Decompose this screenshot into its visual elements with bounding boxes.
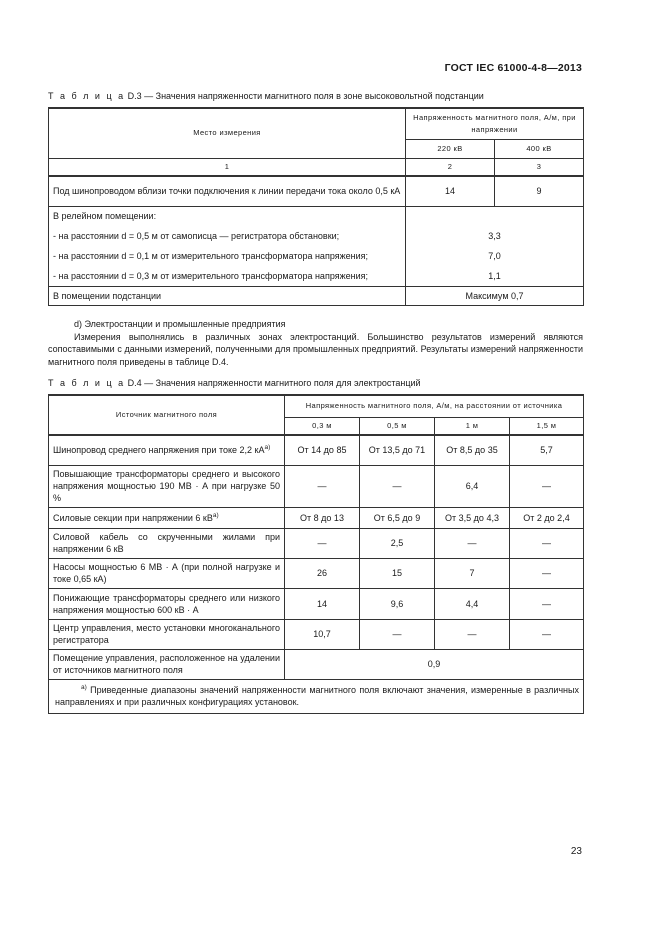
d4-cell-v1: 10,7: [285, 619, 360, 649]
table-footnote-row: [49, 679, 584, 713]
d3-header-place: Место измерения: [49, 108, 406, 158]
d3-cell-place: - на расстоянии d = 0,5 м от самописца — регистратора обстановки;: [49, 226, 406, 246]
d4-cell-v4: —: [510, 465, 584, 507]
d4-header-d2: 0,5 м: [360, 417, 435, 435]
d4-cell-v4: —: [510, 528, 584, 558]
d3-cell-place: В релейном помещении:: [49, 206, 406, 226]
d3-cell-place: - на расстоянии d = 0,1 м от измерительного трансформатора напряжения;: [49, 246, 406, 266]
d3-num-3: 3: [495, 158, 584, 176]
d4-cell-source: Понижающие трансформаторы среднего или низкого напряжения мощностью 600 кВ · А: [49, 588, 285, 619]
d3-cell-value: Максимум 0,7: [406, 286, 584, 305]
d4-cell-v2: —: [360, 619, 435, 649]
d4-cell-v2: —: [360, 465, 435, 507]
d4-cell-v3: —: [435, 528, 510, 558]
table-row: [49, 206, 584, 226]
d4-header-source: Источник магнитного поля: [49, 395, 285, 435]
d4-cell-v3: От 8,5 до 35: [435, 435, 510, 465]
d3-cell-place: В помещении подстанции: [49, 286, 406, 305]
d4-cell-v2: 15: [360, 558, 435, 588]
footnote-mark: а): [81, 684, 87, 691]
d4-cell-v4: —: [510, 619, 584, 649]
d4-cell-merged: 0,9: [285, 649, 584, 679]
d4-cell-v3: 7: [435, 558, 510, 588]
d4-cell-v2: От 6,5 до 9: [360, 507, 435, 528]
d4-cell-source: Насосы мощностью 6 МВ · А (при полной нагрузке и токе 0,65 кА): [49, 558, 285, 588]
d4-cell-v1: 14: [285, 588, 360, 619]
footnote-text: Приведенные диапазоны значений напряженности магнитного поля включают значения, измеренные в различных направлениях и при различных конфигурациях установок.: [55, 685, 579, 707]
d3-header-400: 400 кВ: [495, 139, 584, 158]
table-row: [49, 435, 584, 465]
table-d3-title: D.3 — Значения напряженности магнитного поля в зоне высоковольтной подстанции: [127, 91, 484, 101]
table-d4: [48, 394, 584, 714]
table-row: [49, 649, 584, 679]
d3-cell-value: 1,1: [406, 266, 584, 286]
d4-cell-v3: —: [435, 619, 510, 649]
d4-cell-v2: От 13,5 до 71: [360, 435, 435, 465]
table-row: [49, 246, 584, 266]
d4-cell-source: Помещение управления, расположенное на удалении от источников магнитного поля: [49, 649, 285, 679]
d4-cell-v3: 6,4: [435, 465, 510, 507]
table-d4-label: Т а б л и ц а: [48, 378, 126, 388]
table-row: [49, 619, 584, 649]
page-number: 23: [570, 846, 582, 857]
d3-header-220: 220 кВ: [406, 139, 495, 158]
table-d3-label: Т а б л и ц а: [48, 91, 126, 101]
d3-cell-value: 3,3: [406, 226, 584, 246]
table-row: [49, 588, 584, 619]
d3-header-group: Напряженность магнитного поля, А/м, при напряжении: [406, 108, 584, 139]
d4-header-d1: 0,3 м: [285, 417, 360, 435]
d4-cell-v1: От 14 до 85: [285, 435, 360, 465]
d4-cell-source: Повышающие трансформаторы среднего и высокого напряжения мощностью 190 МВ · А при нагрузке 50 %: [49, 465, 285, 507]
d4-cell-v1: 26: [285, 558, 360, 588]
d4-cell-v2: 9,6: [360, 588, 435, 619]
d4-cell-source: Силовой кабель со скрученными жилами при напряжении 6 кВ: [49, 528, 285, 558]
d4-cell-v4: —: [510, 588, 584, 619]
d3-num-2: 2: [406, 158, 495, 176]
d4-cell-source: Центр управления, место установки многоканального регистратора: [49, 619, 285, 649]
section-d: [48, 318, 583, 368]
d4-cell-v4: 5,7: [510, 435, 584, 465]
table-d4-caption: [48, 378, 421, 388]
table-row: [49, 176, 584, 206]
d3-cell-value: 7,0: [406, 246, 584, 266]
table-footnote: [49, 679, 584, 713]
d4-header-d4: 1,5 м: [510, 417, 584, 435]
d3-cell-220: 14: [406, 176, 495, 206]
d3-cell-400: 9: [495, 176, 584, 206]
table-row: [49, 286, 584, 305]
d3-cell-place: - на расстоянии d = 0,3 м от измерительного трансформатора напряжения;: [49, 266, 406, 286]
table-d3-caption: [48, 91, 484, 101]
d3-num-1: 1: [49, 158, 406, 176]
d3-cell-place: Под шинопроводом вблизи точки подключения к линии передачи тока около 0,5 кА: [49, 176, 406, 206]
d4-header-group: Напряженность магнитного поля, А/м, на расстоянии от источника: [285, 395, 584, 417]
table-row: [49, 465, 584, 507]
d4-cell-v2: 2,5: [360, 528, 435, 558]
d4-cell-source: Силовые секции при напряжении 6 $кВ^{а)}$: [49, 507, 285, 528]
table-row: [49, 528, 584, 558]
d4-cell-v4: От 2 до 2,4: [510, 507, 584, 528]
d4-cell-v3: 4,4: [435, 588, 510, 619]
table-row: [49, 266, 584, 286]
footnote-ref: а): [212, 511, 219, 519]
d4-cell-v4: —: [510, 558, 584, 588]
table-d3: [48, 107, 584, 306]
d4-header-d3: 1 м: [435, 417, 510, 435]
d4-cell-v1: От 8 до 13: [285, 507, 360, 528]
table-d4-title: D.4 — Значения напряженности магнитного поля для электростанций: [127, 378, 421, 388]
standard-id: ГОСТ IEC 61000-4-8—2013: [444, 62, 582, 74]
table-row: [49, 226, 584, 246]
d4-cell-v1: —: [285, 465, 360, 507]
section-d-heading: d) Электростанции и промышленные предприятия: [74, 319, 286, 329]
table-row: [49, 558, 584, 588]
section-d-text: Измерения выполнялись в различных зонах электростанций. Большинство результатов измерений являются сопоставимыми с данными измерений, полученными для промышленных предприятий. Результаты измерений напряженности магнитного поля приведены в таблице D.4.: [48, 331, 583, 367]
footnote-ref: а): [264, 444, 271, 452]
d4-cell-v3: От 3,5 до 4,3: [435, 507, 510, 528]
d4-cell-v1: —: [285, 528, 360, 558]
d4-cell-source: Шинопровод среднего напряжения при токе 2,2 $кА^{а)}$: [49, 435, 285, 465]
table-row: [49, 507, 584, 528]
